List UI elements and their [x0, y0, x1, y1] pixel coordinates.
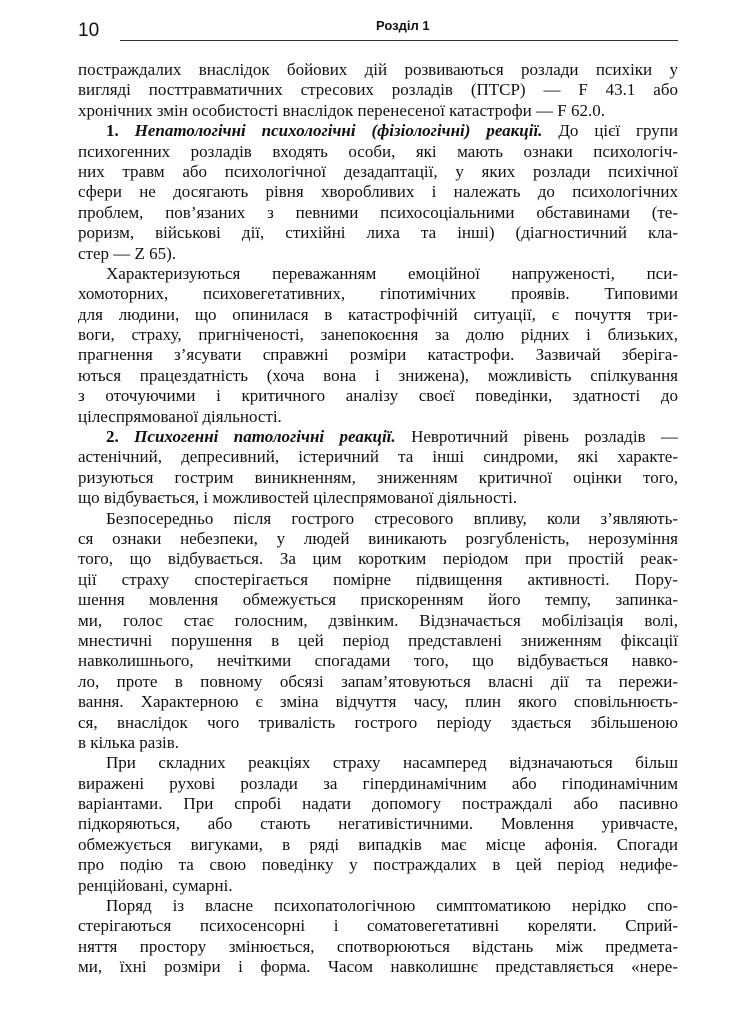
- text-line: ції страху спостерігається помірне підвищення активності. Пору-: [78, 569, 678, 589]
- text-line: мнестичні порушення в цей період представлені зниженням фіксації: [78, 630, 678, 650]
- text-line: хронічних змін особистості внаслідок перенесеної катастрофи — F 62.0.: [78, 100, 605, 120]
- text-line: навколишнього, нечіткими спогадами того, що відбувається навко-: [78, 651, 678, 671]
- text-line: того, що відбувається. За цим коротким періодом при простій реак-: [78, 549, 678, 569]
- text-line: астенічний, депресивний, істеричний та інші синдроми, які характе-: [78, 447, 678, 467]
- text-line: Характеризуються переважанням емоційної напруженості, пси-: [106, 263, 678, 283]
- section-title: Розділ 1: [372, 18, 434, 33]
- text-line: про подію та свою поведінку у постраждалих в цей період недифе-: [78, 855, 678, 875]
- text-line: виражені рухові розлади за гіпердинамічним або гіподинамічним: [78, 773, 678, 793]
- text-line: воги, страху, пригніченості, занепокоєння за долю рідних і близьких,: [78, 325, 678, 345]
- text-line: ся, внаслідок чого тривалість гострого періоду здається збільшеною: [78, 712, 678, 732]
- text-line: варіантами. При спробі надати допомогу постраждалі або пасивно: [78, 794, 678, 814]
- text-line: ло, проте в повному обсязі запам’ятовуються власні дії та пережи-: [78, 671, 678, 691]
- section-term: Психогенні патологічні реакції.: [134, 427, 396, 447]
- text-line: обмежується вигуками, в ряді випадків має місце афонія. Спогади: [78, 834, 678, 854]
- text-line: цілеспрямованої діяльності.: [78, 406, 282, 426]
- text-line: постраждалих внаслідок бойових дій розвиваються розлади психіки у: [78, 60, 678, 79]
- text-line: вигляді посттравматичних стресових розладів (ПТСР) — F 43.1 або: [78, 80, 678, 100]
- text-line: [78, 121, 678, 141]
- text-line: для людини, що опинилася в катастрофічній ситуації, є почуття три-: [78, 304, 678, 324]
- text-line: [78, 427, 678, 447]
- page-number: 10: [78, 20, 100, 41]
- text-line: стер — Z 65).: [78, 243, 177, 263]
- text-line: ренційовані, сумарні.: [78, 875, 233, 895]
- text-line: з оточуючими і критичного аналізу своєї поведінки, здатності до: [78, 386, 678, 406]
- text-line: шення мовлення обмежується прискоренням його темпу, запинка-: [78, 590, 678, 610]
- list-number: 1.: [106, 121, 119, 141]
- text-line: стерігаються психосенсорні і соматовегетативні кореляти. Сприй-: [78, 916, 678, 936]
- list-number: 2.: [106, 427, 119, 447]
- body-text: [78, 60, 678, 978]
- text-line: Поряд із власне психопатологічною симптоматикою нерідко спо-: [106, 896, 678, 916]
- text-line: ються працездатність (хоча вона і знижена), можливість спілкування: [78, 365, 678, 385]
- text-line: При складних реакціях страху насамперед відзначаються більш: [106, 753, 678, 773]
- text-line: психогенних розладів входять особи, які мають ознаки психологіч-: [78, 141, 678, 161]
- text-line: роризм, військові дії, стихійні лиха та інші) (діагностичний кла-: [78, 223, 678, 243]
- text-line: ми, голос стає голосним, дзвінким. Відзначається мобілізація волі,: [78, 610, 678, 630]
- text-line: що відбувається, і можливостей цілеспрямованої діяльності.: [78, 488, 518, 508]
- text-line: няття простору змінюється, спотворюються відстань між предмета-: [78, 936, 678, 956]
- text-line: в кілька разів.: [78, 732, 180, 752]
- page-header: [78, 16, 678, 44]
- text-line: прагнення з’ясувати справжні розміри катастрофи. Зазвичай зберіга-: [78, 345, 678, 365]
- text-line: Безпосередньо після гострого стресового впливу, коли з’являють-: [106, 508, 678, 528]
- text-line: хомоторних, психовегетативних, гіпотимічних проявів. Типовими: [78, 284, 678, 304]
- text-fragment: Невротичний рівень розладів —: [395, 427, 679, 447]
- text-line: них травм або психологічної дезадаптації, у яких розлади психічної: [78, 161, 678, 181]
- text-line: ми, їхні розміри і форма. Часом навколишнє представляється «нере-: [78, 957, 678, 977]
- header-rule: [120, 40, 678, 41]
- section-term: Непатологічні психологічні (фізіологічні) реакції.: [134, 121, 543, 141]
- text-line: сфери не досягають рівня хворобливих і належать до психологічних: [78, 182, 678, 202]
- text-line: ризуються гострим виникненням, зниженням критичної оцінки того,: [78, 467, 678, 487]
- text-line: ся ознаки небезпеки, у людей виникають розгубленість, нерозуміння: [78, 528, 678, 548]
- text-fragment: До цієї групи: [542, 121, 678, 141]
- text-line: підкоряються, або стають негативістичними. Мовлення уривчасте,: [78, 814, 678, 834]
- text-line: проблем, пов’язаних з певними психосоціальними обставинами (те-: [78, 202, 678, 222]
- text-line: вання. Характерною є зміна відчуття часу, плин якого сповільнюєть-: [78, 692, 678, 712]
